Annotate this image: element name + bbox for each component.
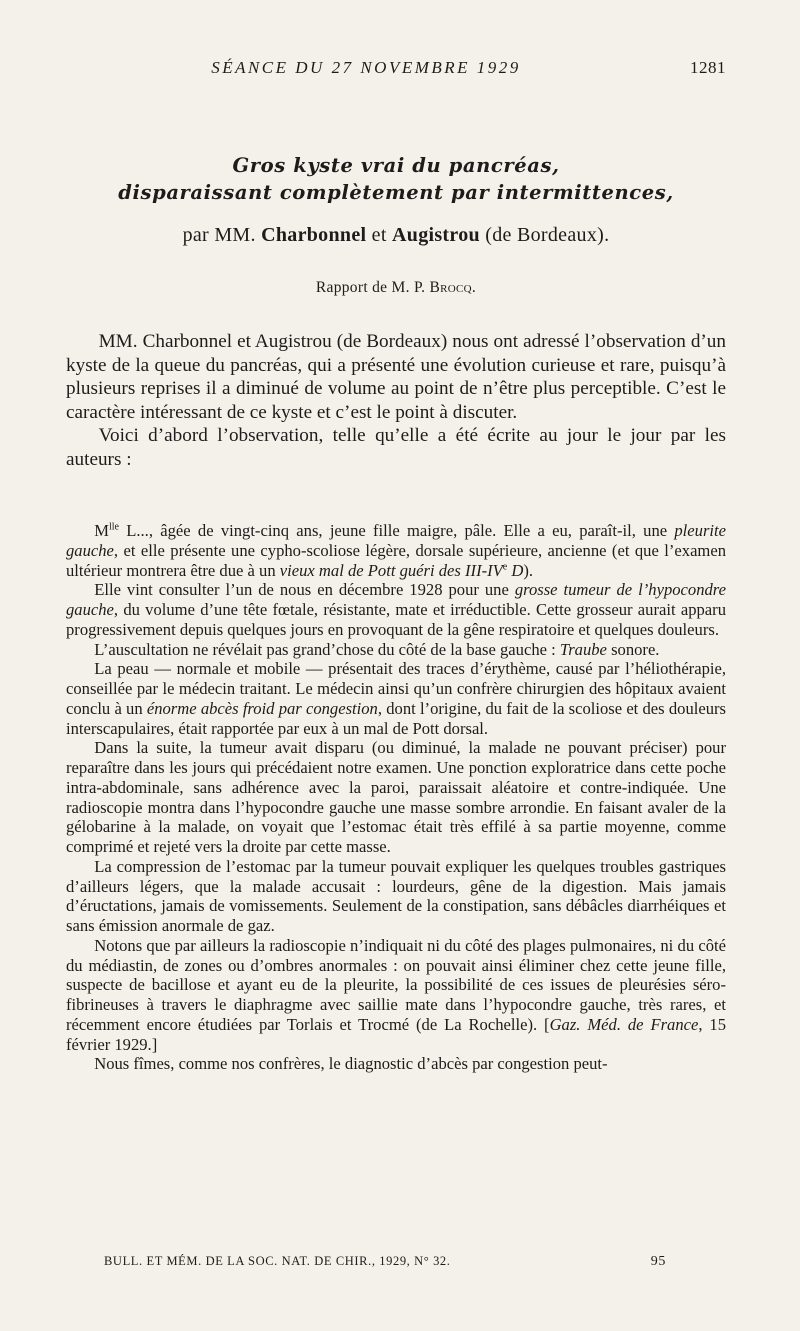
- italic-run: Traube: [559, 639, 607, 659]
- running-head: [66, 58, 726, 82]
- report-line: [66, 279, 726, 297]
- text-run: L’auscultation ne révélait pas grand’chose du côté de la base gauche :: [94, 639, 560, 659]
- text-run: , 15 février 1929.]: [66, 1014, 726, 1054]
- text-run: ).: [523, 560, 534, 580]
- running-title: SÉANCE DU 27 NOVEMBRE 1929: [211, 58, 521, 77]
- superscript: lle: [108, 521, 119, 533]
- article-title-line-2: disparaissant complètement par intermittences,: [118, 181, 674, 204]
- text-run: L..., âgée de vingt-cinq ans, jeune fille maigre, pâle. Elle a eu, paraît-il, une: [118, 521, 675, 540]
- report-author: Brocq.: [429, 279, 477, 296]
- text-run: Notons que par ailleurs la radioscopie n’indiquait ni du côté des plages pulmonaires, ni du côté du médiastin, de zones ou d’ombres anormales : on pouvait ainsi éliminer chez cette jeune fille, suspecte de bacillose et ayant eu de la pleurite, la possibilité de ces issues de pleurésies séro-fibrineuses à travers le diaphragme avec saillie mate dans l’hypocondre gauche, très rares, et récemment encore étudiées par Torlais et Trocmé (de La Rochelle). [: [66, 935, 726, 1034]
- observation-paragraph: [66, 936, 726, 1055]
- text-run: , dont l’origine, du fait de la scoliose et des douleurs interscapulaires, était rapportée par eux à un mal de Pott dorsal.: [66, 698, 726, 738]
- observation-paragraph: La compression de l’estomac par la tumeur pouvait expliquer les quelques troubles gastriques d’ailleurs légers, que la malade accusait : lourdeurs, gêne de la digestion. Mais jamais d’éructations, jamais de vomissements. Seulement de la constipation, sans débâcles diarrhéiques et sans émission anormale de gaz.: [66, 856, 726, 935]
- italic-run: D: [507, 560, 524, 580]
- observation-paragraph: [66, 580, 726, 639]
- authors-line: [66, 224, 726, 247]
- observation-paragraph: [66, 659, 726, 738]
- article-title-line-1: Gros kyste vrai du pancréas,: [232, 154, 560, 177]
- superscript: e: [502, 560, 508, 572]
- authors-and: et: [371, 224, 387, 246]
- signature-mark: 95: [650, 1254, 666, 1269]
- author-augistrou: Augistrou: [392, 224, 480, 246]
- text-run: , du volume d’une tête fœtale, résistante, mate et irréductible. Cette grosseur aurait apparu progressivement depuis quelques jours en provoquant de la gêne respiratoire et quelques douleurs.: [66, 600, 726, 639]
- page-footer: [104, 1254, 666, 1274]
- italic-run: pleurite gauche: [66, 521, 726, 560]
- author-charbonnel: Charbonnel: [261, 224, 367, 246]
- article-title: [66, 152, 726, 206]
- introduction: [66, 330, 726, 472]
- intro-paragraph: Voici d’abord l’observation, telle qu’elle a été écrite au jour le jour par les auteurs :: [66, 425, 726, 470]
- italic-run: énorme abcès froid par congestion: [146, 698, 378, 718]
- text-run: M: [94, 521, 109, 540]
- text-run: Elle vint consulter l’un de nous en décembre 1928 pour une: [94, 580, 515, 600]
- text-run: sonore.: [606, 639, 660, 659]
- observation-paragraph: Dans la suite, la tumeur avait disparu (ou diminué, la malade ne pouvant préciser) pour reparaître dans les jours qui précédaient notre examen. Une ponction exploratrice dans cette poche intra-abdominale, sans adhérence avec la paroi, paraissait aléatoire et contre-indiquée. Une radioscopie montra dans l’hypocondre gauche une masse sombre arrondie. En faisant avaler de la gélobarine à la malade, on voyait que l’estomac était très effilé à sa partie moyenne, comme comprimé et rejeté vers la droite par cette masse.: [66, 738, 726, 856]
- italic-run: vieux mal de Pott guéri des III-IV: [279, 560, 503, 580]
- italic-run: grosse tumeur de l’hypocondre gauche: [66, 580, 726, 619]
- text-run: La peau — normale et mobile — présentait des traces d’érythème, causé par l’héliothérapie, conseillée par le médecin traitant. Le médecin ainsi qu’un confrère chirurgien des hôpitaux avaient conclu à un: [66, 659, 726, 718]
- authors-affiliation: (de Bordeaux).: [485, 224, 610, 246]
- observation-paragraph: [66, 640, 726, 660]
- journal-reference: BULL. ET MÉM. DE LA SOC. NAT. DE CHIR., 1929, N° 32.: [104, 1254, 451, 1268]
- intro-paragraph: MM. Charbonnel et Augistrou (de Bordeaux) nous ont adressé l’observation d’un kyste de la queue du pancréas, qui a présenté une évolution curieuse et rare, puisqu’à plusieurs reprises il a diminué de volume au point de n’être plus perceptible. C’est le caractère intéressant de ce kyste et c’est le point à discuter.: [66, 331, 726, 423]
- text-run: , et elle présente une cypho-scoliose légère, dorsale supérieure, ancienne (et que l’examen ultérieur montrera être due à un: [66, 540, 726, 580]
- observation-paragraph: Nous fîmes, comme nos confrères, le diagnostic d’abcès par congestion peut-: [94, 1054, 608, 1074]
- authors-prefix: par MM.: [182, 224, 256, 246]
- italic-run: Gaz. Méd. de France: [549, 1014, 699, 1034]
- page-number: 1281: [690, 58, 726, 77]
- observation: [66, 521, 726, 1074]
- observation-paragraph: [66, 521, 726, 580]
- report-prefix: Rapport de M. P.: [315, 279, 426, 296]
